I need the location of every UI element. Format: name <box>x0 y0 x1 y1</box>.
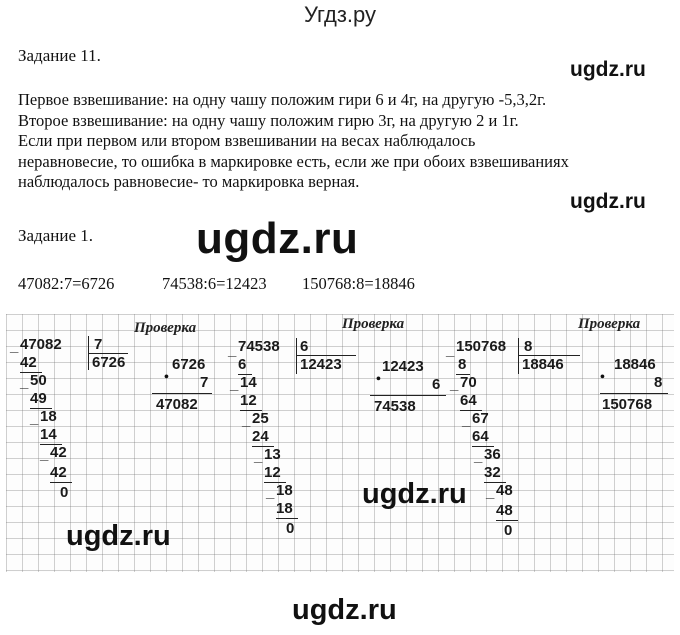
task11-line-4: неравновесие, то ошибка в маркировке есть, если же при обоих взвешиваниях <box>18 151 569 171</box>
div2-step: 12 <box>264 464 281 481</box>
div3-divisor: 8 <box>524 338 533 355</box>
long-division-sheet: Проверка _ 47082 7 6726 42 _ 50 49 _ 18 14 _ 42 42 0 6726 • 7 47082 Проверка _ 74538 6 12423 6 _ 14 12 _ 25 24 _ 13 12 _ 18 18 0 12423 • 6 74538 Проверка _ 150768 8 18846 8 _ 70 64 _ 67 64 _ 36 32 _ 48 48 0 18846 • 8 150768 <box>6 314 674 572</box>
check-label-3: Проверка <box>578 316 641 332</box>
equation-2: 74538:6=12423 <box>162 274 267 293</box>
div2-step: 18 <box>276 500 293 517</box>
div1-step: 42 <box>50 444 67 461</box>
div1-check-top: 6726 <box>172 356 206 373</box>
div2-check-top: 12423 <box>382 358 424 375</box>
check-label-1: Проверка <box>134 320 197 336</box>
div1-step: 14 <box>40 426 57 443</box>
watermark-center: ugdz.ru <box>362 478 467 510</box>
div1-step: 42 <box>20 354 37 371</box>
div3-check-top: 18846 <box>614 356 656 373</box>
div2-divisor: 6 <box>300 338 309 355</box>
div1-quotient: 6726 <box>92 354 126 371</box>
site-title: Угдз.ру <box>303 2 377 27</box>
watermark-mid-right: ugdz.ru <box>570 190 646 213</box>
div1-step: 0 <box>60 484 69 501</box>
watermark-left: ugdz.ru <box>66 520 171 552</box>
div2-step: 14 <box>240 374 257 391</box>
div3-step: 64 <box>460 392 477 409</box>
task11-line-1: Первое взвешивание: на одну чашу положим гири 6 и 4г, на другую -5,3,2г. <box>18 90 547 109</box>
div1-step: 50 <box>30 372 47 389</box>
task11-line-5: наблюдалось равновесие- то маркировка верная. <box>18 172 360 191</box>
watermark-large: ugdz.ru <box>196 214 359 263</box>
div3-check-mult: 8 <box>654 374 663 391</box>
div2-step: 6 <box>238 356 247 373</box>
div2-step: 25 <box>252 410 269 427</box>
div1-step: 42 <box>50 464 67 481</box>
div2-step: 12 <box>240 392 257 409</box>
div1-check-result: 47082 <box>156 396 198 413</box>
div3-check-result: 150768 <box>602 396 653 413</box>
div3-step: 8 <box>458 356 467 373</box>
div1-step: 18 <box>40 408 57 425</box>
div3-step: 48 <box>496 502 513 519</box>
div2-step: 13 <box>264 446 281 463</box>
task11-heading: Задание 11. <box>18 46 101 65</box>
task11-line-2: Второе взвешивание: на одну чашу положим гирю 3г, на другую 2 и 1г. <box>18 110 519 130</box>
div3-step: 67 <box>472 410 489 427</box>
div3-step: 48 <box>496 482 513 499</box>
div2-check-mult: 6 <box>432 376 441 393</box>
equation-1: 47082:7=6726 <box>18 274 115 293</box>
watermark-bottom: ugdz.ru <box>292 594 397 626</box>
div3-step: 32 <box>484 464 501 481</box>
div1-check-mult: 7 <box>200 374 209 391</box>
equation-3: 150768:8=18846 <box>302 274 415 293</box>
div2-step: 24 <box>252 428 269 445</box>
div2-step: 18 <box>276 482 293 499</box>
div3-step: 64 <box>472 428 489 445</box>
div3-dividend: 150768 <box>456 338 507 355</box>
task1-heading: Задание 1. <box>18 226 93 245</box>
check-label-2: Проверка <box>342 316 405 332</box>
div3-step: 0 <box>504 522 513 539</box>
div3-step: 70 <box>460 374 477 391</box>
watermark-top-right: ugdz.ru <box>570 58 646 81</box>
div2-quotient: 12423 <box>300 356 342 373</box>
div2-dividend: 74538 <box>238 338 280 355</box>
div1-step: 49 <box>30 390 47 407</box>
task11-line-3: Если при первом или втором взвешивании на весах наблюдалось <box>18 131 476 150</box>
div1-dividend: 47082 <box>20 336 62 353</box>
div3-step: 36 <box>484 446 501 463</box>
task11-text <box>18 90 569 193</box>
div2-check-result: 74538 <box>374 398 416 415</box>
div3-quotient: 18846 <box>522 356 564 373</box>
div2-step: 0 <box>286 520 295 537</box>
div1-divisor: 7 <box>94 336 103 353</box>
